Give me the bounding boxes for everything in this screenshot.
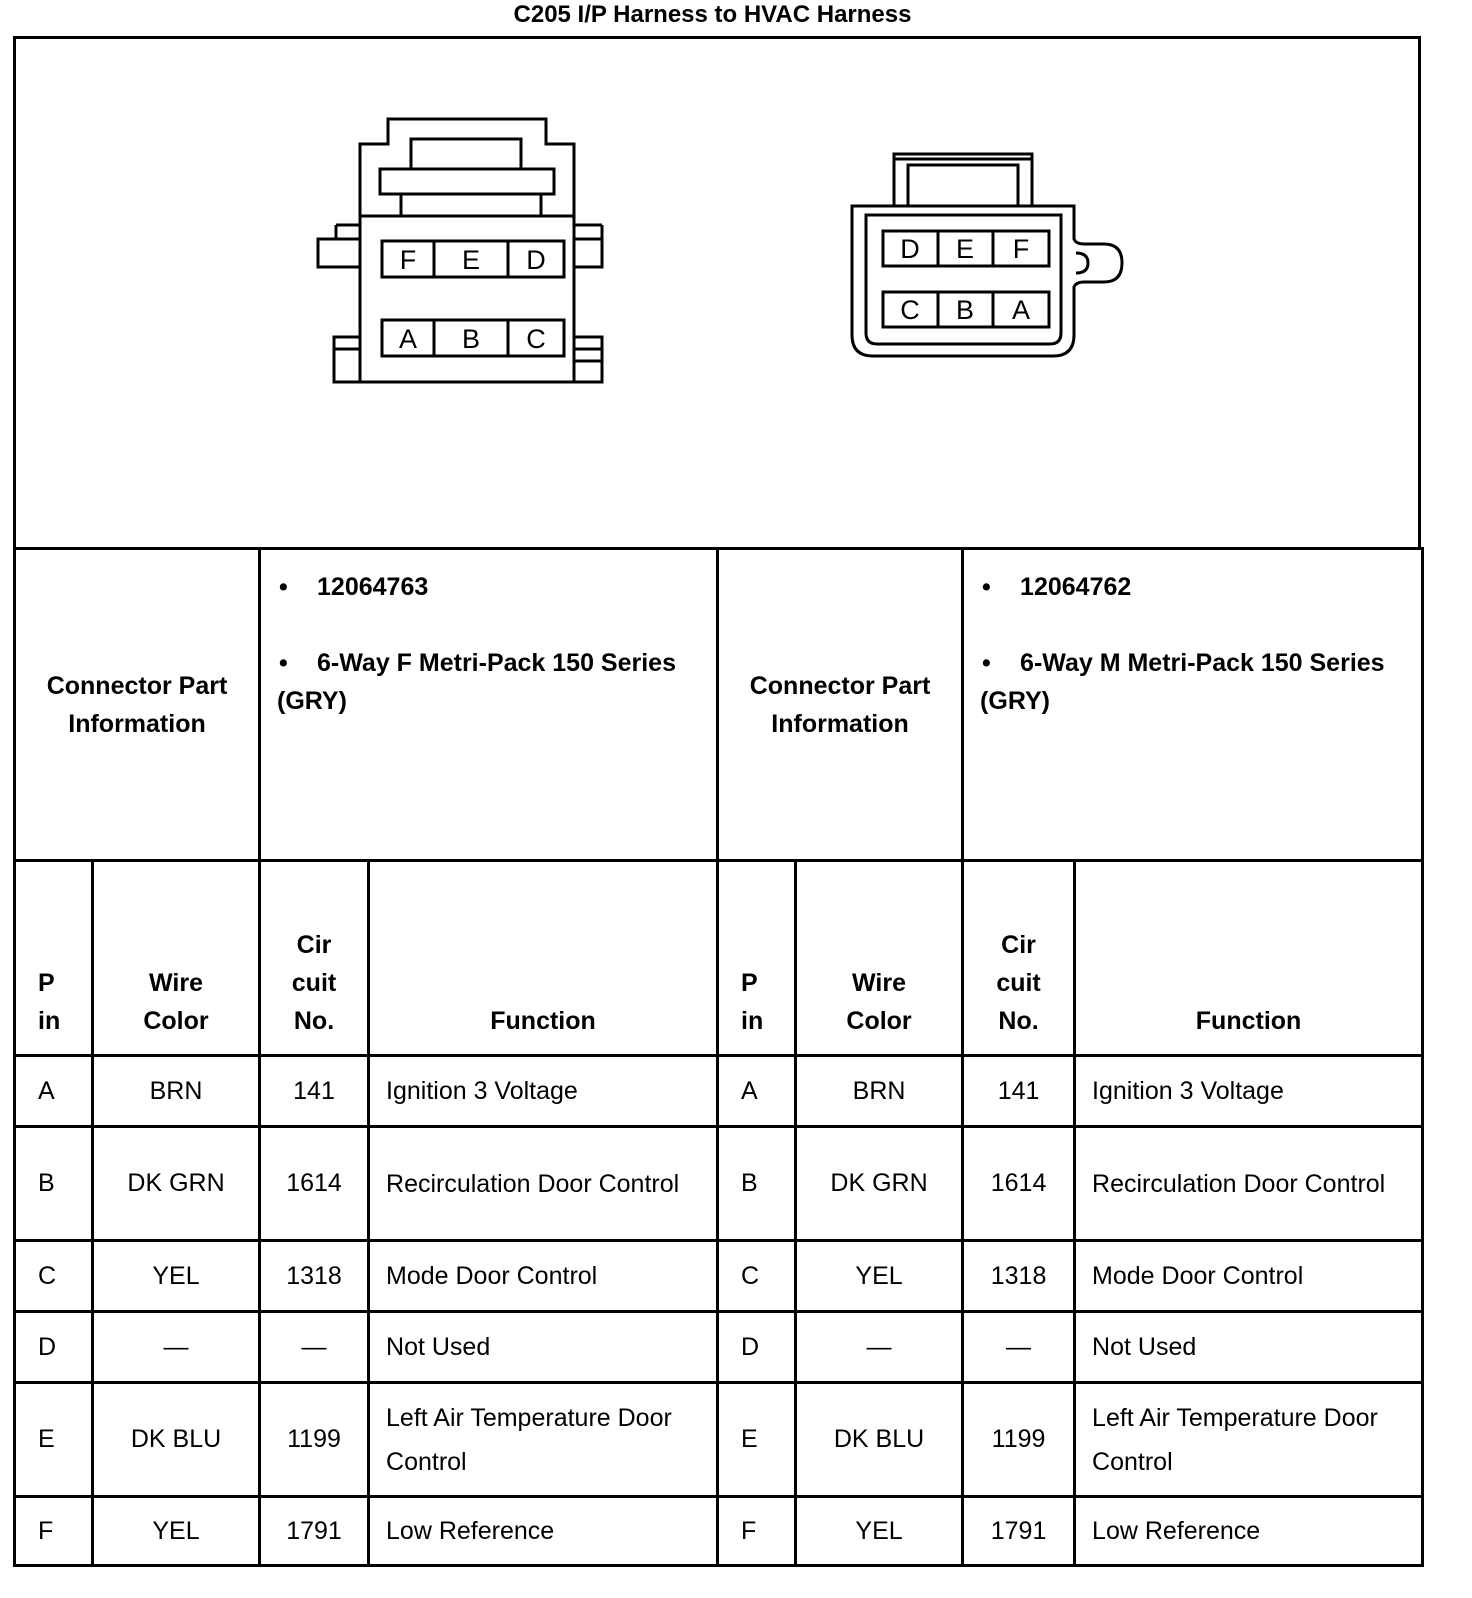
function-cell: Not Used [1075, 1312, 1423, 1383]
pin-cell: E [718, 1383, 796, 1497]
part-number: 12064762 [1020, 573, 1132, 601]
function-header: Function [1075, 861, 1423, 1056]
circuit-cell: 1318 [963, 1241, 1075, 1312]
wire-color-cell: DK BLU [796, 1383, 963, 1497]
table-row [15, 1497, 1423, 1566]
female-cavity-label: C [526, 324, 546, 354]
table-row [15, 1312, 1423, 1383]
function-cell: Mode Door Control [1075, 1241, 1423, 1312]
male-cavity-label: B [955, 295, 975, 325]
table-row [15, 1241, 1423, 1312]
female-cavity-label: E [461, 245, 481, 275]
wire-color-cell: — [796, 1312, 963, 1383]
pin-cell: A [15, 1056, 93, 1127]
male-cavity-label: A [1011, 295, 1031, 325]
circuit-cell: 1614 [963, 1127, 1075, 1241]
wire-color-header: Wire Color [796, 861, 963, 1056]
male-cavity-label: E [955, 234, 975, 264]
pin-cell: F [15, 1497, 93, 1566]
function-cell: Left Air Temperature Door Control [369, 1383, 718, 1497]
connector-info-row [15, 549, 1423, 861]
circuit-cell: 1791 [260, 1497, 369, 1566]
male-cavity-label: C [900, 295, 920, 325]
pin-cell: B [718, 1127, 796, 1241]
male-connector-drawing [852, 154, 1122, 356]
table-row [15, 1383, 1423, 1497]
connector-info-label: Connector Part Information [15, 549, 260, 861]
column-header-row [15, 861, 1423, 1056]
wire-color-header: Wire Color [93, 861, 260, 1056]
table-row [15, 1127, 1423, 1241]
circuit-cell: 1199 [260, 1383, 369, 1497]
wire-color-cell: DK BLU [93, 1383, 260, 1497]
circuit-header: Cir cuit No. [963, 861, 1075, 1056]
function-cell: Left Air Temperature Door Control [1075, 1383, 1423, 1497]
function-cell: Recirculation Door Control [369, 1127, 718, 1241]
wire-color-cell: BRN [796, 1056, 963, 1127]
function-cell: Ignition 3 Voltage [1075, 1056, 1423, 1127]
female-cavity-label: B [461, 324, 481, 354]
wire-color-cell: — [93, 1312, 260, 1383]
part-number: 12064763 [317, 573, 429, 601]
pin-cell: D [718, 1312, 796, 1383]
female-cavity-label: D [526, 245, 546, 275]
pin-header: P in [15, 861, 93, 1056]
function-header: Function [369, 861, 718, 1056]
circuit-header: Cir cuit No. [260, 861, 369, 1056]
pin-cell: F [718, 1497, 796, 1566]
circuit-cell: 1318 [260, 1241, 369, 1312]
circuit-cell: 141 [260, 1056, 369, 1127]
circuit-cell: 141 [963, 1056, 1075, 1127]
function-cell: Low Reference [369, 1497, 718, 1566]
connector-part-info: • 12064763 • 6-Way F Metri-Pack 150 Series (GRY) [260, 549, 718, 861]
male-cavity-label: F [1012, 234, 1030, 264]
table-row [15, 1056, 1423, 1127]
connector-info-label: Connector Part Information [718, 549, 963, 861]
pinout-table [13, 547, 1424, 1567]
pin-cell: B [15, 1127, 93, 1241]
part-description: 6-Way M Metri-Pack 150 Series (GRY) [980, 649, 1385, 715]
pin-cell: E [15, 1383, 93, 1497]
connector-part-info: • 12064762 • 6-Way M Metri-Pack 150 Series (GRY) [963, 549, 1423, 861]
male-cavity-label: D [900, 234, 920, 264]
pin-cell: A [718, 1056, 796, 1127]
connector-diagram-panel [13, 36, 1421, 547]
wire-color-cell: DK GRN [796, 1127, 963, 1241]
function-cell: Recirculation Door Control [1075, 1127, 1423, 1241]
female-cavity-label: F [399, 245, 417, 275]
circuit-cell: — [963, 1312, 1075, 1383]
pin-cell: C [15, 1241, 93, 1312]
wire-color-cell: YEL [796, 1241, 963, 1312]
circuit-cell: 1614 [260, 1127, 369, 1241]
wire-color-cell: YEL [93, 1241, 260, 1312]
female-connector-drawing [318, 119, 602, 382]
wire-color-cell: YEL [796, 1497, 963, 1566]
wire-color-cell: DK GRN [93, 1127, 260, 1241]
page-title: C205 I/P Harness to HVAC Harness [513, 1, 912, 28]
female-cavity-label: A [398, 324, 418, 354]
circuit-cell: — [260, 1312, 369, 1383]
wire-color-cell: BRN [93, 1056, 260, 1127]
pin-cell: C [718, 1241, 796, 1312]
function-cell: Low Reference [1075, 1497, 1423, 1566]
circuit-cell: 1199 [963, 1383, 1075, 1497]
function-cell: Not Used [369, 1312, 718, 1383]
pin-header: P in [718, 861, 796, 1056]
pin-cell: D [15, 1312, 93, 1383]
function-cell: Ignition 3 Voltage [369, 1056, 718, 1127]
circuit-cell: 1791 [963, 1497, 1075, 1566]
connector-drawings [16, 39, 1418, 550]
part-description: 6-Way F Metri-Pack 150 Series (GRY) [277, 649, 676, 715]
wire-color-cell: YEL [93, 1497, 260, 1566]
function-cell: Mode Door Control [369, 1241, 718, 1312]
